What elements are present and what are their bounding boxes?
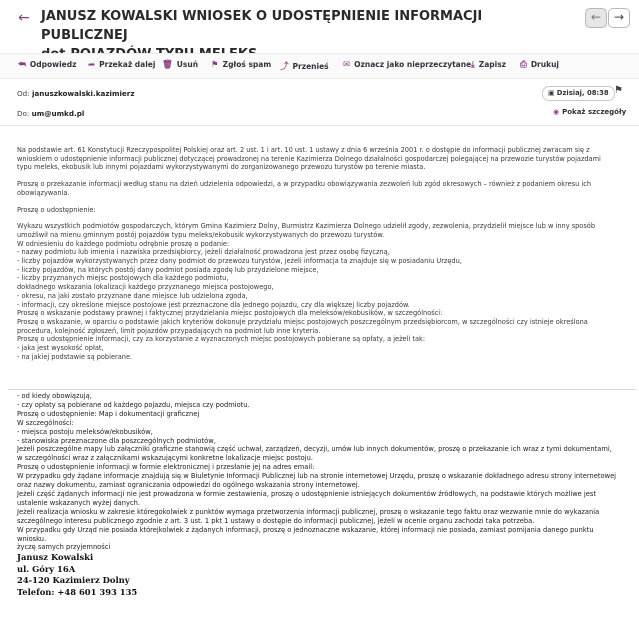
subject-line-1: JANUSZ KOWALSKI WNIOSEK O UDOSTĘPNIENIE INFORMACJI PUBLICZNEJ: [41, 9, 483, 43]
delete-button[interactable]: 🗑 Usuń: [162, 60, 199, 70]
body-line: - od kiedy obowiązują,: [17, 392, 92, 400]
move-icon: ⤴: [280, 62, 289, 72]
signature-phone: Telefon: +48 601 393 135: [17, 586, 138, 597]
forward-icon: ➦: [88, 60, 96, 70]
body-line: W przypadku gdy żądane informacje znajdują się w Biuletynie Informacji Publicznej lub na stronie internetowej Urzędu, proszę o wskazanie dokładnego adresu strony internetowej oraz nazwy dokumentu, zamiast ograniczania odpowiedzi do ogólnego wskazania strony internetowej.: [17, 472, 617, 490]
paragraph-gap: [17, 172, 617, 180]
body-line: W szczególności:: [17, 418, 74, 427]
save-button[interactable]: ⤓ Zapisz: [471, 60, 507, 70]
to-label: Do:: [17, 109, 30, 118]
body-line: Jeżeli poszczególne mapy lub załączniki graficzne stanowią część uchwał, zarządzeń, decyzji, umów lub innych dokumentów, proszę o przekazanie ich wraz z tymi dokumentami, w szczególności wraz z załącznikami wskazującymi konkretne lokalizacje miejsc postoju.: [17, 445, 612, 463]
print-button[interactable]: ⎙ Drukuj: [520, 60, 559, 70]
body-line: Proszę o udostępnienie informacji w formie elektronicznej i przesłanie jej na adres email:: [17, 463, 315, 472]
body-line: - liczby pojazdów, na których postój dany podmiot posiada zgodę lub przydzielone miejsce,: [17, 265, 319, 274]
calendar-icon: ▣: [548, 89, 555, 97]
reply-icon: ⮪: [18, 60, 26, 70]
paragraph-gap: [17, 198, 617, 206]
body-line: W odniesieniu do każdego podmiotu odrębnie proszę o podanie:: [17, 239, 230, 248]
from-label: Od:: [17, 89, 30, 98]
body-line: - jaka jest wysokość opłat,: [17, 344, 104, 353]
message-toolbar: [0, 53, 639, 79]
previous-message-button[interactable]: [585, 8, 607, 28]
body-line: - informacji, czy określone miejsce postojowe jest przeznaczone dla jednego pojazdu, czy dla większej liczby pojazdów.: [17, 300, 410, 309]
body-line: Proszę o wskazanie, w oparciu o podstawie jakich kryteriów dokonuje przydziału miejsc postojowych poszczególnym przedsiębiorcom, w szczególności czy istnieje określona procedura, kolejność zgłoszeń, limit pojazdów przypadających na podmiot lub inne kryteria.: [17, 317, 588, 335]
body-line: Proszę o udostępnienie informacji, czy za korzystanie z wyznaczonych miejsc postojowych pobierane są opłaty, a jeżeli tak:: [17, 335, 426, 344]
body-line: - liczby pojazdów wykorzystywanych przez dany podmiot do przewozu turystów, jeżeli informacja ta znajduje się w posiadaniu Urzędu,: [17, 257, 462, 266]
recipient-row: [17, 109, 84, 118]
sender-address[interactable]: januszkowalski.kazimierz: [31, 89, 135, 98]
message-body-lower: [17, 392, 617, 598]
body-lower-text: [17, 392, 617, 552]
next-message-button[interactable]: [608, 8, 630, 28]
body-line: Jeżeli część żądanych informacji nie jest prowadzona w formie zestawienia, proszę o udostępnienie istniejących dokumentów źródłowych, na podstawie których możliwe jest ustalenie wskazanych wyżej danych.: [17, 489, 597, 507]
message-body-upper: [17, 146, 617, 361]
recipient-address[interactable]: um@umkd.pl: [31, 109, 85, 118]
signature-name: Janusz Kowalski: [17, 552, 94, 563]
envelope-icon: ✉: [343, 60, 351, 70]
body-line: - liczby przyznanych miejsc postojowych dla każdego podmiotu,: [17, 274, 229, 283]
show-details-link[interactable]: ◉ Pokaż szczegóły: [553, 108, 627, 116]
flag-icon[interactable]: ⚑: [614, 85, 623, 96]
body-line: Wykazu wszystkich podmiotów gospodarczych, którym Gmina Kazimierz Dolny, Burmistrz Kazimierza Dolnego udzielił zgody, zezwolenia, przydzielił miejsce lub w inny sposób umożliwił na mienu gminnym postój pojazdów typu meleks/ekobusik wykorzystywanych do przewozu turystów.: [17, 222, 595, 239]
move-button[interactable]: ⤴ Przenieś: [280, 62, 329, 72]
download-icon: ⤓: [471, 60, 475, 70]
body-line: Proszę o udostępnienie:: [17, 205, 96, 214]
body-line: Proszę o udostępnienie: Map i dokumentacji graficznej: [17, 409, 200, 418]
date-badge: ▣ Dzisiaj, 08:38: [542, 86, 615, 101]
body-line: W przypadku gdy Urząd nie posiada którejkolwiek z żądanych informacji, proszę o jednoznaczne wskazanie, której informacji nie posiada, zamiast pomijania danego punktu wniosku.: [17, 525, 594, 543]
body-line: Proszę o wskazanie podstawy prawnej i faktycznej przydzielania miejsc postojowych dla meleksów/ekobusików, w szczególności:: [17, 309, 443, 318]
body-line: Jeżeli realizacja wniosku w zakresie któregokolwiek z punktów wymaga przetworzenia informacji publicznej, proszę o wskazanie tego faktu oraz wezwanie mnie do wykazania szczególnego interesu publicznego zgodnie z art. 3 ust. 1 pkt 1 ustawy o dostępie do informacji publicznej, jeżeli w ocenie organu zachodzi taka potrzeba.: [17, 507, 600, 525]
body-line: - nazwy podmiotu lub imienia i nazwiska przedsiębiorcy, jeżeli działalność prowadzona jest przez osobę fizyczną,: [17, 248, 390, 257]
sender-row: [17, 89, 135, 98]
body-line: życzę samych przyjemności: [17, 543, 111, 552]
signature-city: 24-120 Kazimierz Dolny: [17, 575, 130, 586]
body-line: Na podstawie art. 61 Konstytucji Rzeczypospolitej Polskiej oraz art. 2 ust. 1 i art. 10 ust. 1 ustawy z dnia 6 września 2001 r. o dostępie do informacji publicznej zwracam się z wnioskiem o udostępnienie informacji publicznej dotyczącej prowadzonej na terenie Kazimierza Dolnego działalności gospodarczej polegającej na przewozie turystów pojazdami typu meleks, ekobusik lub innymi pojazdami wykorzystywanymi do zorganizowanego przewozu turystów po terenie miasta.: [17, 146, 601, 172]
body-line: - stanowiska przeznaczone dla poszczególnych podmiotów,: [17, 436, 216, 445]
paragraph-gap: [17, 214, 617, 222]
message-header: [0, 0, 639, 52]
body-line: - na jakiej podstawie są pobierane.: [17, 352, 133, 361]
body-line: - okresu, na jaki zostało przyznane dane miejsce lub udzielona zgoda,: [17, 291, 248, 300]
forward-button[interactable]: ➦ Przekaż dalej: [88, 60, 156, 70]
arrow-right-icon: →: [613, 10, 625, 24]
body-line: - czy opłaty są pobierane od każdego pojazdu, miejsca czy podmiotu.: [17, 400, 250, 409]
signature: [17, 552, 617, 598]
body-line: Proszę o przekazanie informacji według stanu na dzień udzielenia odpowiedzi, a w przypadku obowiązywania zezwoleń lub zgód okresowych – również z podaniem okresu ich obowiązywania.: [17, 180, 592, 197]
arrow-left-icon: ←: [590, 10, 602, 24]
fade-overlay: [12, 378, 632, 389]
body-line: - miejsca postoju meleksów/ekobusików,: [17, 427, 153, 436]
body-seam-divider: [8, 389, 636, 390]
spam-icon: ⚑: [211, 60, 219, 70]
header-divider: [0, 125, 639, 126]
report-spam-button[interactable]: ⚑ Zgłoś spam: [211, 60, 272, 70]
reply-button[interactable]: ⮪ Odpowiedz: [18, 60, 77, 70]
back-arrow-icon[interactable]: ←: [18, 10, 30, 26]
signature-street: ul. Góry 16A: [17, 563, 76, 574]
printer-icon: ⎙: [520, 60, 527, 70]
trash-icon: 🗑: [162, 60, 173, 70]
mark-unread-button[interactable]: ✉ Oznacz jako nieprzeczytane: [343, 60, 472, 70]
body-line: dokładnego wskazania lokalizacji każdego przyznanego miejsca postojowego,: [17, 283, 274, 292]
eye-icon: ◉: [553, 108, 560, 116]
